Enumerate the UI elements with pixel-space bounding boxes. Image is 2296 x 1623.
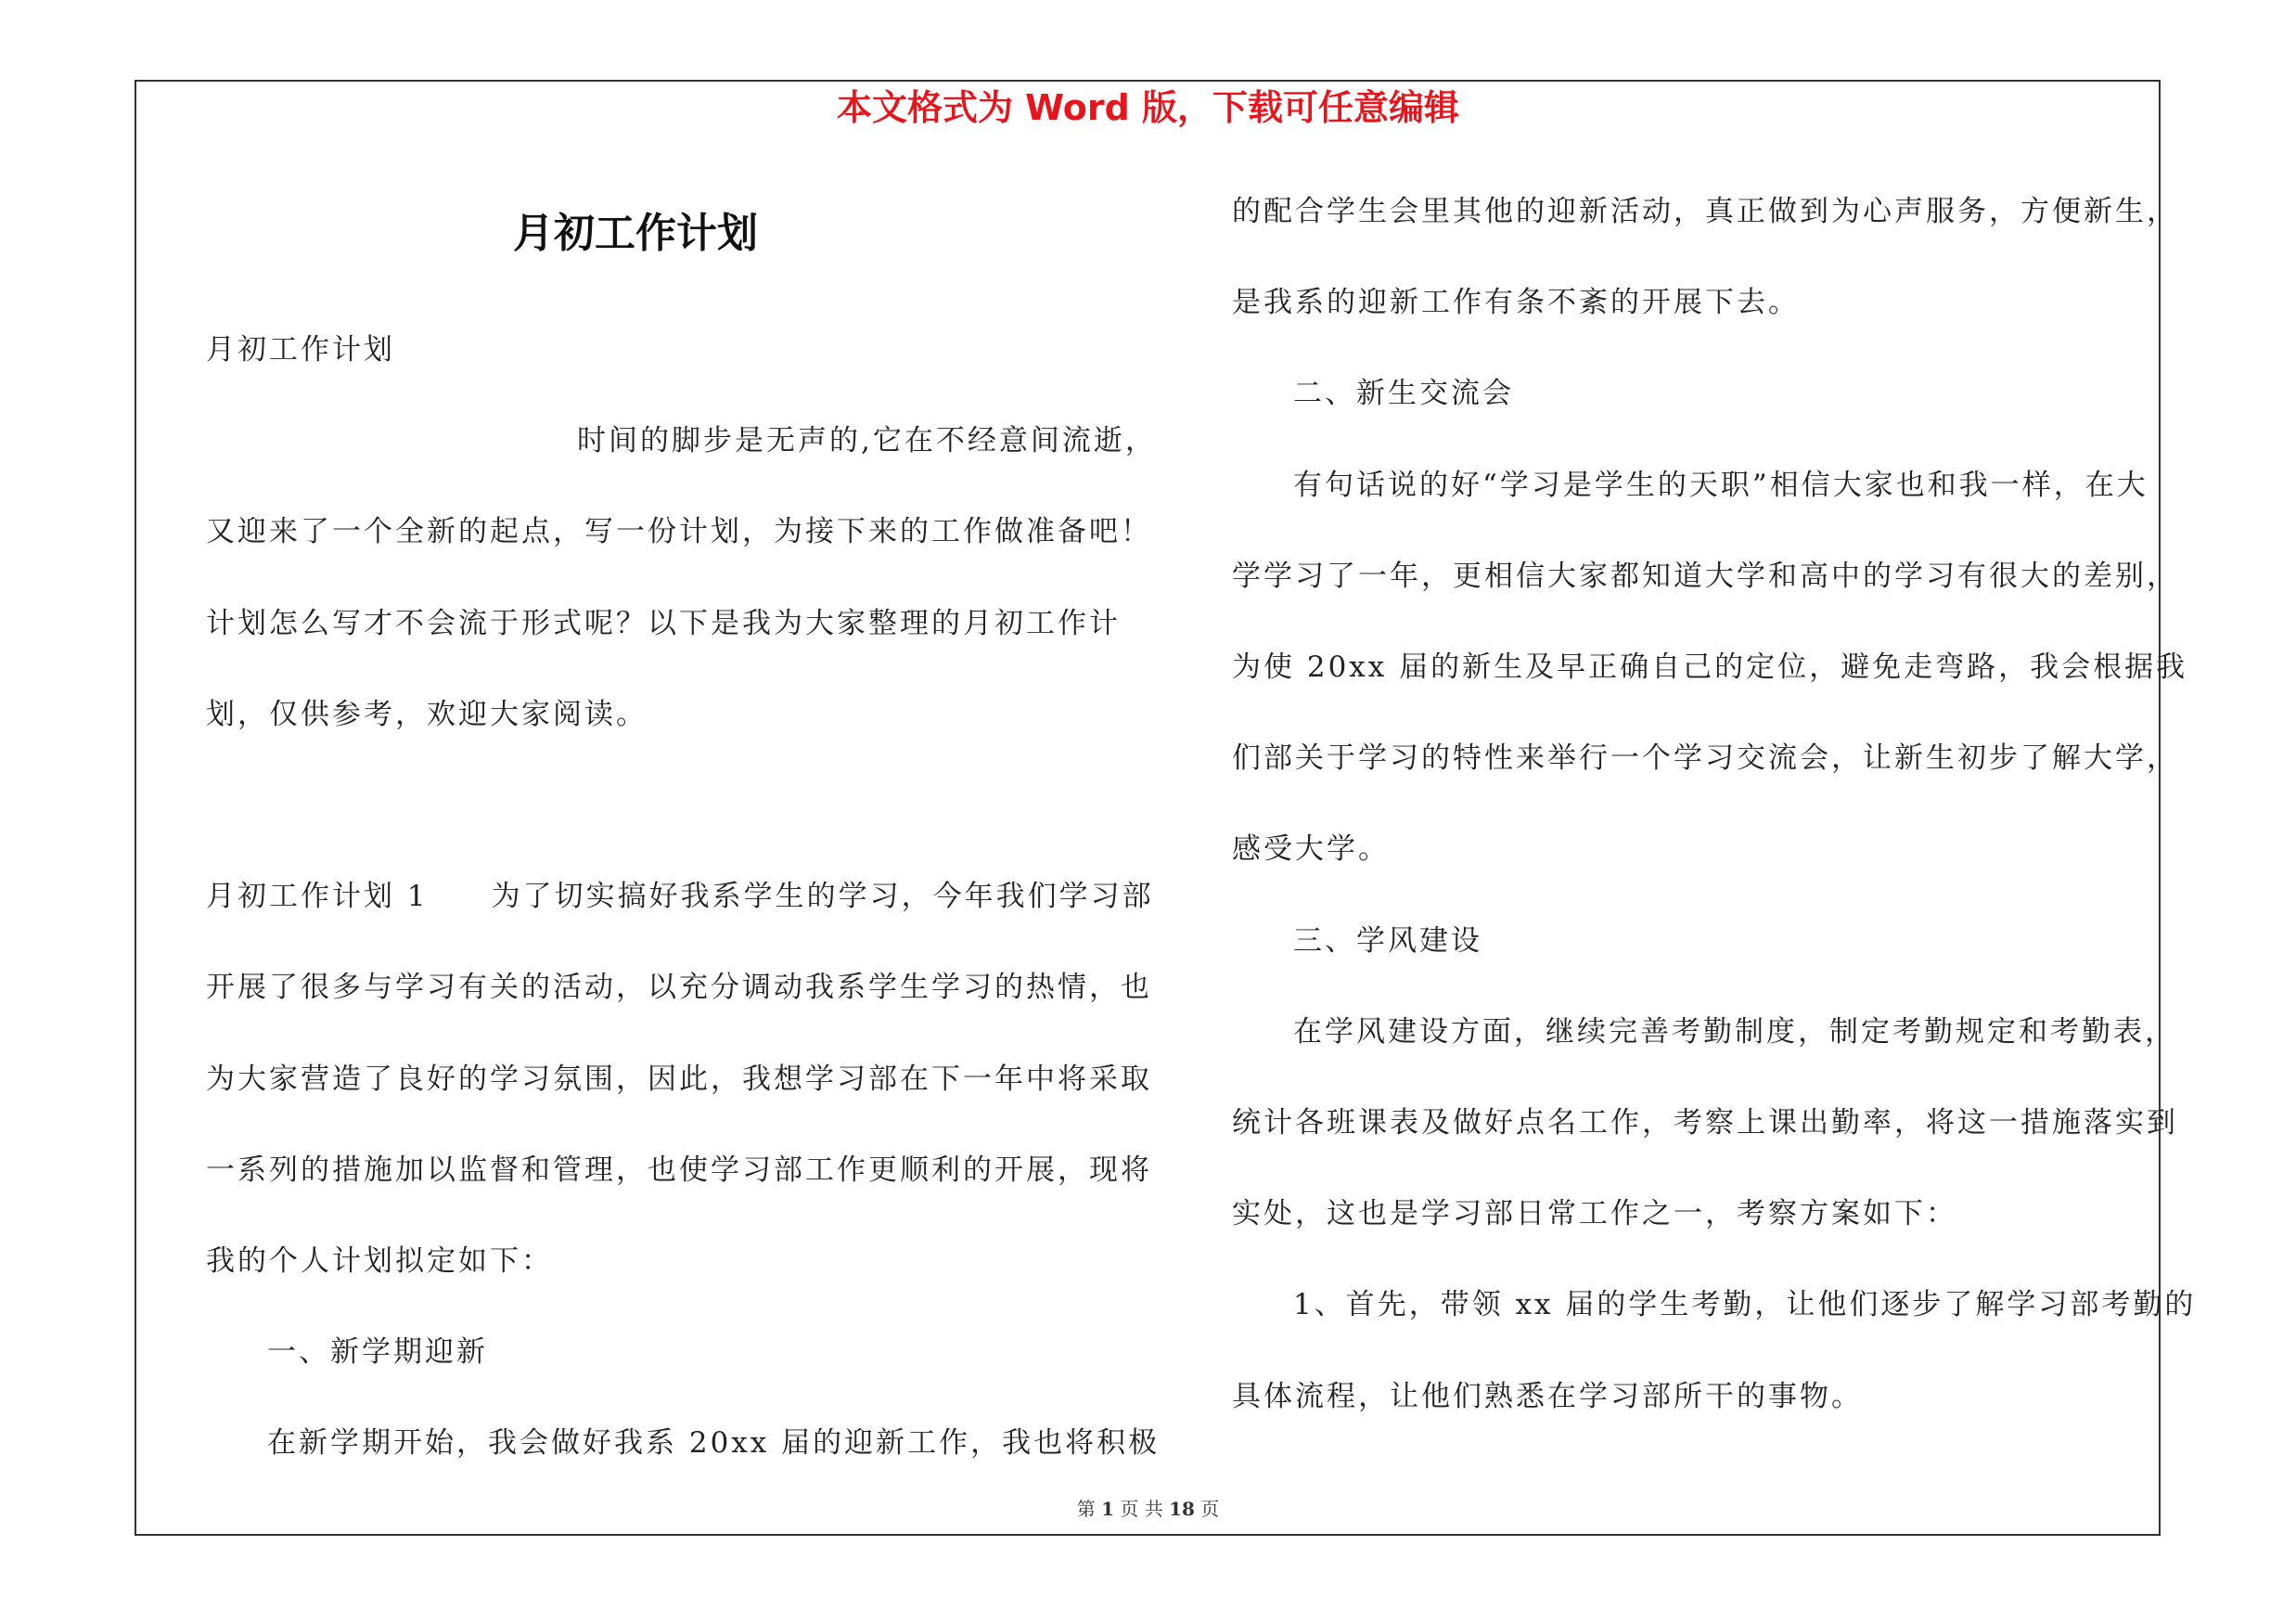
text-line: 学学习了一年，更相信大家都知道大学和高中的学习有很大的差别， bbox=[1232, 559, 2178, 593]
document-title: 月初工作计划 bbox=[513, 210, 758, 257]
text-line: 1、首先，带领 xx 届的学生考勤，让他们逐步了解学习部考勤的 bbox=[1293, 1288, 2197, 1322]
text-line: 感受大学。 bbox=[1232, 832, 1390, 867]
text-line: 时间的脚步是无声的,它在不经意间流逝， bbox=[577, 424, 1157, 458]
text-line: 们部关于学习的特性来举行一个学习交流会，让新生初步了解大学， bbox=[1232, 741, 2178, 776]
text-line: 月初工作计划 1 为了切实搞好我系学生的学习，今年我们学习部 bbox=[206, 880, 1154, 914]
text-line: 为使 20xx 届的新生及早正确自己的定位，避免走弯路，我会根据我 bbox=[1232, 650, 2188, 684]
footer-suffix: 页 bbox=[1194, 1498, 1220, 1520]
text-line: 月初工作计划 bbox=[206, 333, 395, 367]
text-line: 在新学期开始，我会做好我系 20xx 届的迎新工作，我也将积极 bbox=[267, 1426, 1161, 1461]
text-line: 又迎来了一个全新的起点，写一份计划，为接下来的工作做准备吧！ bbox=[206, 515, 1152, 549]
text-line: 开展了很多与学习有关的活动，以充分调动我系学生学习的热情，也 bbox=[206, 971, 1152, 1005]
text-line: 为大家营造了良好的学习氛围，因此，我想学习部在下一年中将采取 bbox=[206, 1062, 1152, 1096]
text-line: 一、新学期迎新 bbox=[267, 1335, 488, 1370]
text-line: 的配合学生会里其他的迎新活动，真正做到为心声服务，方便新生， bbox=[1232, 195, 2178, 228]
text-line: 划，仅供参考，欢迎大家阅读。 bbox=[206, 697, 648, 731]
total-pages-number: 18 bbox=[1169, 1498, 1195, 1520]
current-page-number: 1 bbox=[1101, 1498, 1114, 1520]
page-footer bbox=[0, 1496, 2296, 1522]
text-line: 实处，这也是学习部日常工作之一，考察方案如下： bbox=[1232, 1197, 1957, 1231]
text-line: 二、新生交流会 bbox=[1293, 377, 1514, 411]
text-line: 是我系的迎新工作有条不紊的开展下去。 bbox=[1232, 286, 1800, 320]
text-line: 计划怎么写才不会流于形式呢？以下是我为大家整理的月初工作计 bbox=[206, 606, 1121, 640]
text-line: 具体流程，让他们熟悉在学习部所干的事物。 bbox=[1232, 1379, 1863, 1413]
footer-prefix: 第 bbox=[1076, 1498, 1102, 1520]
text-line: 统计各班课表及做好点名工作，考察上课出勤率，将这一措施落实到 bbox=[1232, 1106, 2178, 1140]
footer-middle: 页 共 bbox=[1114, 1498, 1170, 1520]
text-line: 三、学风建设 bbox=[1293, 923, 1482, 958]
text-line: 一系列的措施加以监督和管理，也使学习部工作更顺利的开展，现将 bbox=[206, 1153, 1152, 1187]
text-line: 我的个人计划拟定如下： bbox=[206, 1244, 553, 1278]
format-banner: 本文格式为 Word 版，下载可任意编辑 bbox=[836, 87, 1460, 128]
text-line: 在学风建设方面，继续完善考勤制度，制定考勤规定和考勤表， bbox=[1293, 1014, 2176, 1049]
text-line: 有句话说的好“学习是学生的天职”相信大家也和我一样，在大 bbox=[1293, 468, 2148, 502]
